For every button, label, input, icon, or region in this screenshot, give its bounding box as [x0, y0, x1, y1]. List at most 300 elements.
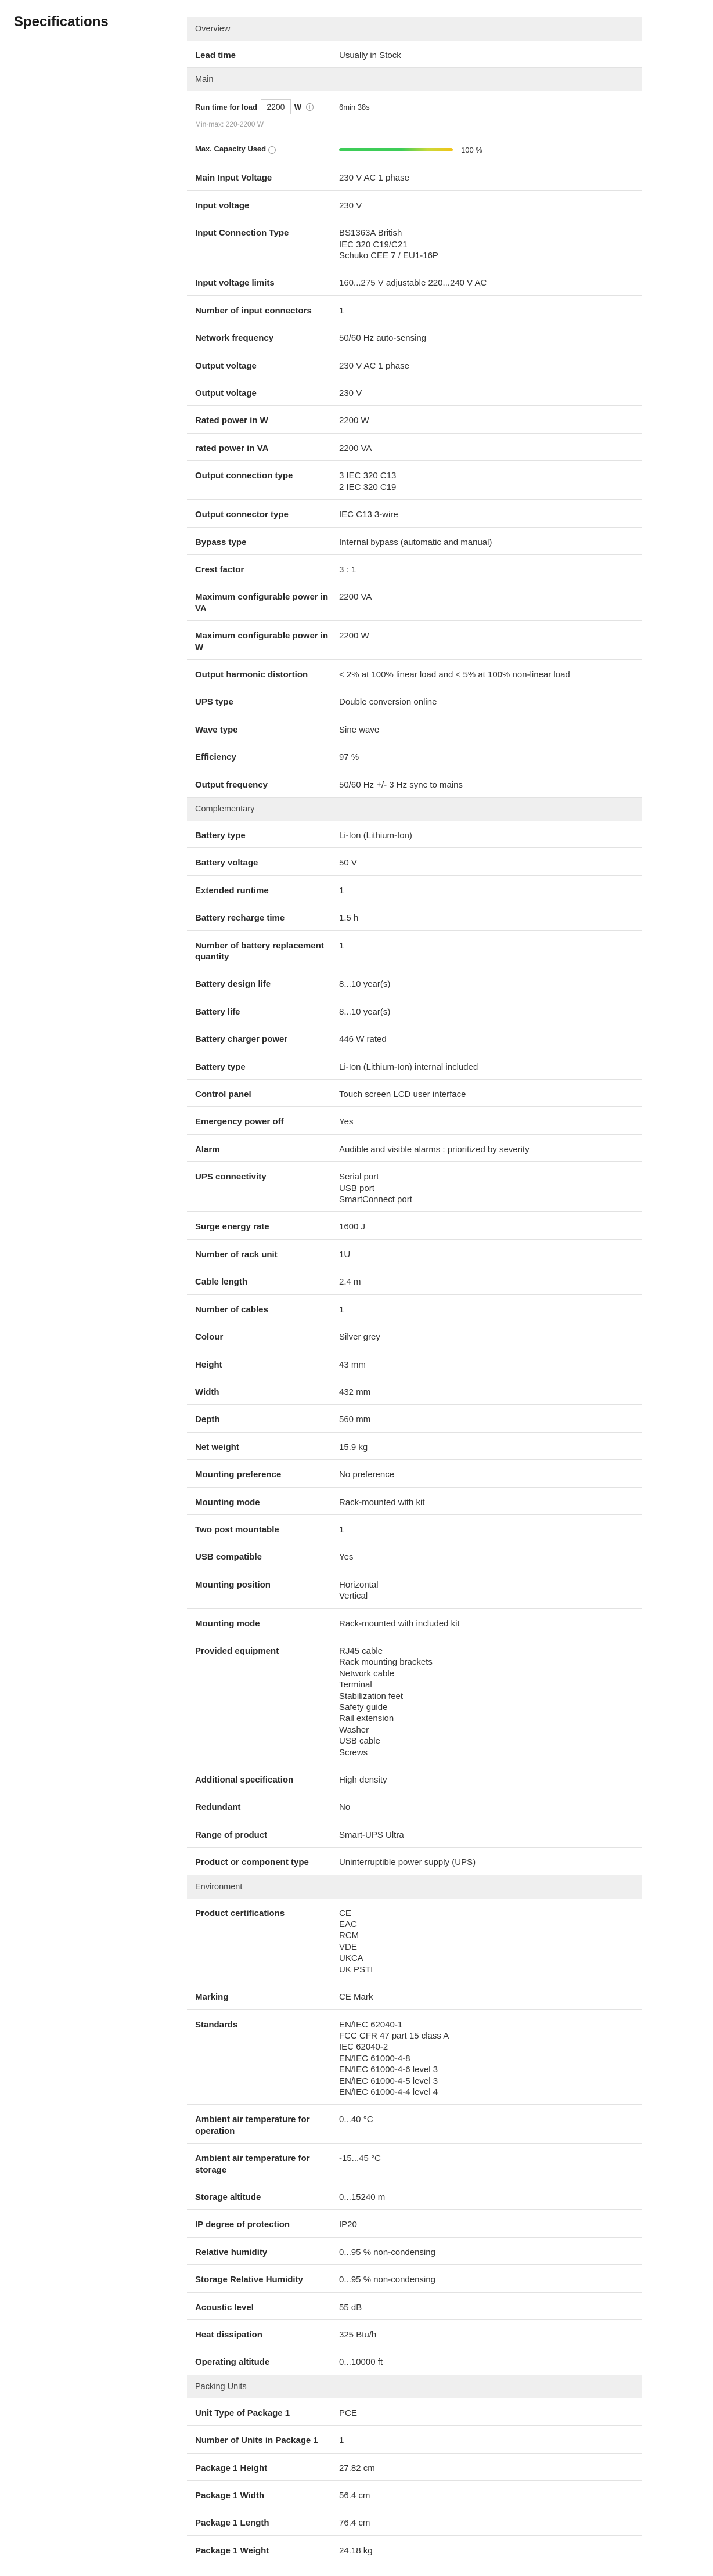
spec-row: [187, 715, 642, 742]
spec-label: Input voltage: [195, 200, 250, 211]
spec-row: [187, 1636, 642, 1765]
spec-label: Ambient air temperature for operation: [195, 2115, 310, 2136]
spec-label: Mounting position: [195, 1579, 271, 1590]
spec-value: [339, 669, 642, 680]
spec-row: [187, 1080, 642, 1107]
spec-label: Two post mountable: [195, 1524, 279, 1535]
spec-value-line: EAC: [339, 1920, 357, 1930]
spec-value: [339, 200, 642, 211]
spec-value-line: Terminal: [339, 1680, 372, 1690]
spec-value-line: Washer: [339, 1724, 369, 1735]
spec-value: [339, 537, 642, 548]
spec-row: [187, 997, 642, 1024]
spec-value: [339, 979, 642, 990]
spec-row: [187, 406, 642, 433]
spec-row: [187, 931, 642, 970]
spec-value: [339, 2463, 642, 2474]
spec-value: [339, 1249, 642, 1260]
spec-value: [339, 697, 642, 708]
spec-value: [339, 2192, 642, 2203]
spec-value-line: High density: [339, 1775, 387, 1785]
capacity-label: [187, 143, 339, 156]
spec-value: [339, 2545, 642, 2556]
spec-value-line: 2.4 m: [339, 1277, 361, 1287]
spec-label: Number of Units in Package 1: [195, 2436, 318, 2446]
spec-row: [187, 770, 642, 798]
capacity-label-text: Max. Capacity Used: [195, 145, 267, 154]
spec-value-line: 8...10 year(s): [339, 979, 391, 990]
spec-label: Battery recharge time: [195, 913, 285, 923]
spec-row: [187, 1515, 642, 1542]
spec-value-line: 0...95 % non-condensing: [339, 2275, 435, 2285]
spec-label: Efficiency: [195, 752, 236, 763]
spec-label: Operating altitude: [195, 2357, 270, 2368]
spec-value-line: 2200 VA: [339, 592, 372, 602]
spec-label: Battery design life: [195, 979, 271, 990]
spec-row: [187, 351, 642, 378]
spec-label: USB compatible: [195, 1552, 262, 1563]
spec-label: Battery type: [195, 1062, 246, 1072]
runtime-label: Run time for load: [195, 102, 257, 111]
spec-label: Output harmonic distortion: [195, 669, 308, 680]
spec-value: [339, 1774, 642, 1785]
info-icon[interactable]: i: [306, 103, 314, 111]
spec-value-line: 15.9 kg: [339, 1442, 368, 1452]
spec-row: [187, 2293, 642, 2320]
spec-value-line: Smart-UPS Ultra: [339, 1830, 404, 1840]
spec-row: [187, 1162, 642, 1212]
spec-value: [339, 1579, 642, 1602]
spec-value: [339, 1304, 642, 1315]
spec-value-line: BS1363A British: [339, 228, 402, 239]
spec-row: [187, 2481, 642, 2508]
spec-label: Number of rack unit: [195, 1249, 278, 1260]
spec-value-line: 0...15240 m: [339, 2192, 386, 2202]
spec-value-line: CE Mark: [339, 1992, 373, 2003]
spec-row: [187, 528, 642, 555]
spec-value: [339, 1802, 642, 1813]
spec-value-line: 97 %: [339, 752, 359, 763]
spec-label: Mounting preference: [195, 1470, 282, 1480]
spec-row: [187, 555, 642, 582]
spec-value: [339, 333, 642, 344]
spec-value-line: Horizontal: [339, 1579, 379, 1590]
spec-row: [187, 821, 642, 848]
spec-value: [339, 2435, 642, 2446]
spec-row: [187, 1024, 642, 1052]
spec-value-line: Serial port: [339, 1172, 379, 1182]
section-header: Complementary: [187, 798, 642, 821]
spec-value-line: 2200 W: [339, 631, 369, 641]
capacity-bar: [339, 148, 453, 151]
spec-label: Alarm: [195, 1144, 220, 1154]
spec-row: [187, 1820, 642, 1848]
spec-value-line: UKCA: [339, 1953, 363, 1964]
spec-value-line: 1: [339, 1304, 344, 1315]
spec-value-line: 230 V: [339, 388, 362, 399]
spec-value-line: EN/IEC 61000-4-4 level 4: [339, 2087, 438, 2097]
section-header: Overview: [187, 17, 642, 41]
spec-row: [187, 434, 642, 461]
spec-value: [339, 228, 642, 261]
spec-label: Number of cables: [195, 1304, 268, 1315]
spec-value-line: 1600 J: [339, 1222, 366, 1232]
spec-value: [339, 2329, 642, 2340]
spec-label: Relative humidity: [195, 2247, 268, 2257]
spec-value-line: 3 : 1: [339, 564, 356, 575]
spec-value: [339, 591, 642, 614]
spec-value: [339, 1006, 642, 1018]
spec-value-line: 230 V: [339, 200, 362, 211]
spec-value: [339, 1414, 642, 1425]
spec-row: [187, 876, 642, 903]
spec-value-line: CE: [339, 1908, 351, 1918]
spec-value-line: 1: [339, 1524, 344, 1535]
spec-value: [339, 780, 642, 791]
spec-label: Provided equipment: [195, 1646, 279, 1656]
spec-value-line: EN/IEC 61000-4-5 level 3: [339, 2076, 438, 2086]
spec-value-line: 1U: [339, 1249, 351, 1260]
spec-row: [187, 1570, 642, 1609]
spec-row: [187, 2010, 642, 2105]
spec-value: [339, 1908, 642, 1975]
spec-label: Bypass type: [195, 537, 247, 547]
spec-value-line: USB port: [339, 1183, 374, 1193]
section-header: Main: [187, 68, 642, 91]
spec-row: [187, 621, 642, 660]
spec-row: [187, 582, 642, 621]
spec-value-line: Internal bypass (automatic and manual): [339, 537, 492, 547]
capacity-row: [187, 135, 642, 163]
spec-value: [339, 830, 642, 841]
spec-value-line: 230 V AC 1 phase: [339, 173, 409, 183]
spec-value-line: PCE: [339, 2408, 357, 2418]
spec-row: [187, 1240, 642, 1267]
spec-value-line: 27.82 cm: [339, 2463, 375, 2473]
spec-value-line: 56.4 cm: [339, 2491, 370, 2501]
spec-label: Main Input Voltage: [195, 173, 272, 183]
spec-value-line: 0...10000 ft: [339, 2357, 383, 2368]
runtime-range-hint: Min-max: 220-2200 W: [195, 120, 264, 129]
spec-label: Output voltage: [195, 388, 257, 399]
spec-row: [187, 1295, 642, 1322]
spec-row: [187, 1460, 642, 1487]
spec-row: [187, 41, 642, 68]
runtime-input-line: [195, 99, 339, 114]
spec-label: Number of input connectors: [195, 305, 312, 316]
spec-value-line: 230 V AC 1 phase: [339, 360, 409, 371]
spec-value-line: USB cable: [339, 1736, 380, 1747]
spec-label: Control panel: [195, 1089, 251, 1100]
load-watts-input[interactable]: [261, 99, 291, 114]
spec-label: Package 1 Length: [195, 2518, 269, 2528]
spec-row: [187, 296, 642, 323]
spec-row: [187, 1350, 642, 1377]
spec-value: [339, 1552, 642, 1563]
spec-label: Crest factor: [195, 564, 244, 575]
spec-row: [187, 2144, 642, 2182]
spec-value: [339, 1144, 642, 1155]
spec-label: Input Connection Type: [195, 228, 289, 239]
section-header: Packing Units: [187, 2375, 642, 2398]
spec-value-line: 43 mm: [339, 1359, 366, 1370]
spec-value-line: 76.4 cm: [339, 2518, 370, 2528]
spec-value-line: Stabilization feet: [339, 1691, 404, 1701]
spec-value: [339, 1171, 642, 1205]
spec-label: Wave type: [195, 724, 238, 735]
spec-value-line: -15...45 °C: [339, 2153, 381, 2164]
specifications-table: [187, 17, 642, 2563]
spec-value-line: Network cable: [339, 1668, 395, 1679]
spec-value: [339, 443, 642, 454]
spec-value-line: 446 W rated: [339, 1034, 387, 1045]
spec-label: Rated power in W: [195, 416, 268, 426]
spec-value-line: 0...40 °C: [339, 2115, 373, 2125]
spec-value: [339, 2408, 642, 2419]
spec-label: Maximum configurable power in VA: [195, 592, 329, 614]
spec-row: [187, 660, 642, 687]
spec-row: [187, 2426, 642, 2453]
spec-value: [339, 509, 642, 520]
spec-label: Emergency power off: [195, 1117, 284, 1127]
spec-row: [187, 903, 642, 930]
spec-value-line: 50 V: [339, 858, 357, 868]
spec-value-line: RCM: [339, 1931, 359, 1941]
spec-value: [339, 305, 642, 316]
spec-value-line: Vertical: [339, 1591, 368, 1601]
spec-label: Mounting mode: [195, 1497, 260, 1507]
spec-row: [187, 1405, 642, 1432]
spec-row: [187, 1792, 642, 1820]
spec-row: [187, 2265, 642, 2292]
section-header: Environment: [187, 1875, 642, 1899]
spec-value: [339, 1442, 642, 1453]
spec-row: [187, 1609, 642, 1636]
spec-value: [339, 1524, 642, 1535]
spec-value-line: Sine wave: [339, 724, 380, 735]
spec-value: [339, 2274, 642, 2285]
capacity-percent: 100 %: [461, 145, 482, 154]
spec-row: [187, 323, 642, 351]
spec-label: Depth: [195, 1415, 220, 1425]
spec-value: [339, 50, 642, 61]
spec-value-line: 160...275 V adjustable 220...240 V AC: [339, 278, 487, 288]
spec-value: [339, 2517, 642, 2528]
spec-row: [187, 1212, 642, 1239]
spec-label: Input voltage limits: [195, 278, 275, 288]
spec-value: [339, 564, 642, 575]
spec-value-line: No: [339, 1802, 351, 1813]
spec-value-line: 8...10 year(s): [339, 1006, 391, 1017]
spec-label: Product or component type: [195, 1857, 309, 1868]
spec-value: [339, 630, 642, 653]
spec-value-line: < 2% at 100% linear load and < 5% at 100% non-linear load: [339, 669, 570, 680]
spec-value-line: 432 mm: [339, 1387, 371, 1397]
page-title: Specifications: [14, 14, 109, 30]
spec-value: [339, 360, 642, 371]
spec-value-line: Silver grey: [339, 1332, 380, 1343]
spec-label: Output voltage: [195, 360, 257, 371]
spec-row: [187, 1488, 642, 1515]
spec-value-line: EN/IEC 61000-4-8: [339, 2053, 410, 2063]
spec-row: [187, 163, 642, 190]
spec-value: [339, 1089, 642, 1100]
spec-value: [339, 1062, 642, 1073]
spec-value: [339, 2490, 642, 2501]
spec-label: Battery voltage: [195, 858, 258, 868]
spec-value-line: Uninterruptible power supply (UPS): [339, 1857, 476, 1868]
spec-label: UPS connectivity: [195, 1172, 267, 1182]
spec-label: Output connection type: [195, 471, 293, 481]
spec-row: [187, 500, 642, 527]
spec-value: [339, 1618, 642, 1629]
spec-value-line: IP20: [339, 2220, 357, 2230]
spec-label: Package 1 Width: [195, 2491, 265, 2501]
spec-row: [187, 969, 642, 997]
spec-label: Heat dissipation: [195, 2330, 262, 2340]
spec-label: Unit Type of Package 1: [195, 2408, 290, 2418]
spec-row: [187, 461, 642, 500]
spec-value: [339, 2219, 642, 2230]
spec-value: [339, 1387, 642, 1398]
spec-value-line: 1: [339, 885, 344, 896]
spec-value-line: Li-Ion (Lithium-Ion) internal included: [339, 1062, 478, 1072]
spec-row: [187, 1982, 642, 2009]
spec-label: Width: [195, 1387, 219, 1397]
spec-value: [339, 1646, 642, 1758]
spec-value-line: IEC C13 3-wire: [339, 510, 398, 520]
spec-row: [187, 848, 642, 875]
spec-row: [187, 1765, 642, 1792]
spec-value-line: Usually in Stock: [339, 50, 401, 60]
spec-value-line: Rack-mounted with included kit: [339, 1618, 460, 1629]
spec-value-line: 0...95 % non-condensing: [339, 2247, 435, 2257]
spec-row: [187, 2182, 642, 2210]
spec-label: Redundant: [195, 1802, 241, 1813]
spec-value: [339, 470, 642, 493]
spec-value: [339, 940, 642, 963]
spec-label: Cable length: [195, 1277, 248, 1287]
spec-label: rated power in VA: [195, 443, 269, 453]
spec-row: [187, 2398, 642, 2426]
capacity-value: [339, 143, 642, 156]
spec-value-line: Double conversion online: [339, 697, 437, 708]
spec-row: [187, 1267, 642, 1294]
spec-value-line: 2 IEC 320 C19: [339, 482, 397, 492]
spec-value: [339, 415, 642, 426]
spec-label: Standards: [195, 2019, 238, 2030]
spec-value-line: Touch screen LCD user interface: [339, 1089, 466, 1100]
spec-label: Storage Relative Humidity: [195, 2275, 303, 2285]
spec-value: [339, 2153, 642, 2175]
spec-label: Package 1 Weight: [195, 2545, 269, 2556]
spec-label: Number of battery replacement quantity: [195, 940, 324, 962]
spec-value-line: Yes: [339, 1552, 354, 1563]
spec-label: Acoustic level: [195, 2302, 254, 2312]
spec-value-line: 1.5 h: [339, 913, 359, 923]
spec-value-line: UK PSTI: [339, 1964, 373, 1975]
spec-label: Battery life: [195, 1006, 240, 1017]
spec-value-line: RJ45 cable: [339, 1646, 383, 1656]
spec-row: [187, 742, 642, 770]
spec-row: [187, 1433, 642, 1460]
spec-row: [187, 2536, 642, 2563]
spec-label: Product certifications: [195, 1908, 285, 1918]
info-icon[interactable]: i: [268, 146, 276, 154]
spec-label: Mounting mode: [195, 1618, 260, 1629]
spec-value-line: 50/60 Hz +/- 3 Hz sync to mains: [339, 780, 463, 790]
spec-value-line: 325 Btu/h: [339, 2330, 377, 2340]
spec-value-line: Safety guide: [339, 1702, 388, 1712]
spec-row: [187, 268, 642, 295]
spec-label: Height: [195, 1359, 222, 1370]
spec-label: Output frequency: [195, 780, 268, 790]
spec-value-line: IEC 62040-2: [339, 2042, 388, 2052]
spec-value: [339, 752, 642, 763]
spec-label: Package 1 Height: [195, 2463, 268, 2473]
spec-value-line: 3 IEC 320 C13: [339, 471, 397, 481]
spec-value: [339, 885, 642, 896]
spec-row: [187, 1107, 642, 1134]
runtime-calculator-row: [187, 91, 642, 135]
spec-value: [339, 1830, 642, 1841]
spec-value: [339, 277, 642, 288]
spec-value-line: Rack mounting brackets: [339, 1657, 433, 1668]
spec-value-line: 1: [339, 305, 344, 316]
spec-label: Colour: [195, 1332, 224, 1343]
spec-row: [187, 191, 642, 218]
spec-value-line: 2200 VA: [339, 443, 372, 453]
spec-value-line: 1: [339, 2436, 344, 2446]
spec-label: Additional specification: [195, 1775, 294, 1785]
spec-value: [339, 388, 642, 399]
spec-value: [339, 1034, 642, 1045]
spec-value-line: Screws: [339, 1747, 368, 1758]
spec-row: [187, 2508, 642, 2535]
runtime-unit-label: W: [294, 102, 302, 111]
spec-value: [339, 1469, 642, 1480]
spec-label: Maximum configurable power in W: [195, 631, 329, 652]
spec-value-line: Rail extension: [339, 1713, 394, 1724]
spec-row: [187, 2105, 642, 2144]
spec-value-line: Schuko CEE 7 / EU1-16P: [339, 251, 438, 261]
spec-value-line: 560 mm: [339, 1415, 371, 1425]
spec-value: [339, 1116, 642, 1127]
spec-value-line: Yes: [339, 1117, 354, 1127]
spec-row: [187, 1052, 642, 1080]
spec-row: [187, 2347, 642, 2375]
spec-value-line: Audible and visible alarms : prioritized by severity: [339, 1144, 530, 1154]
spec-label: IP degree of protection: [195, 2220, 290, 2230]
spec-label: Surge energy rate: [195, 1222, 269, 1232]
spec-value-line: IEC 320 C19/C21: [339, 239, 408, 250]
spec-label: Output connector type: [195, 510, 289, 520]
spec-value: [339, 724, 642, 735]
spec-value: [339, 2019, 642, 2098]
spec-value-line: FCC CFR 47 part 15 class A: [339, 2030, 449, 2041]
spec-row: [187, 218, 642, 268]
runtime-result: 6min 38s: [339, 103, 370, 112]
spec-value: [339, 1332, 642, 1343]
spec-row: [187, 1848, 642, 1875]
spec-row: [187, 1899, 642, 1982]
spec-value: [339, 1359, 642, 1370]
spec-value-line: No preference: [339, 1470, 395, 1480]
spec-value-line: 2200 W: [339, 416, 369, 426]
spec-value-line: Li-Ion (Lithium-Ion): [339, 830, 412, 840]
spec-label: UPS type: [195, 697, 233, 708]
spec-value: [339, 912, 642, 923]
